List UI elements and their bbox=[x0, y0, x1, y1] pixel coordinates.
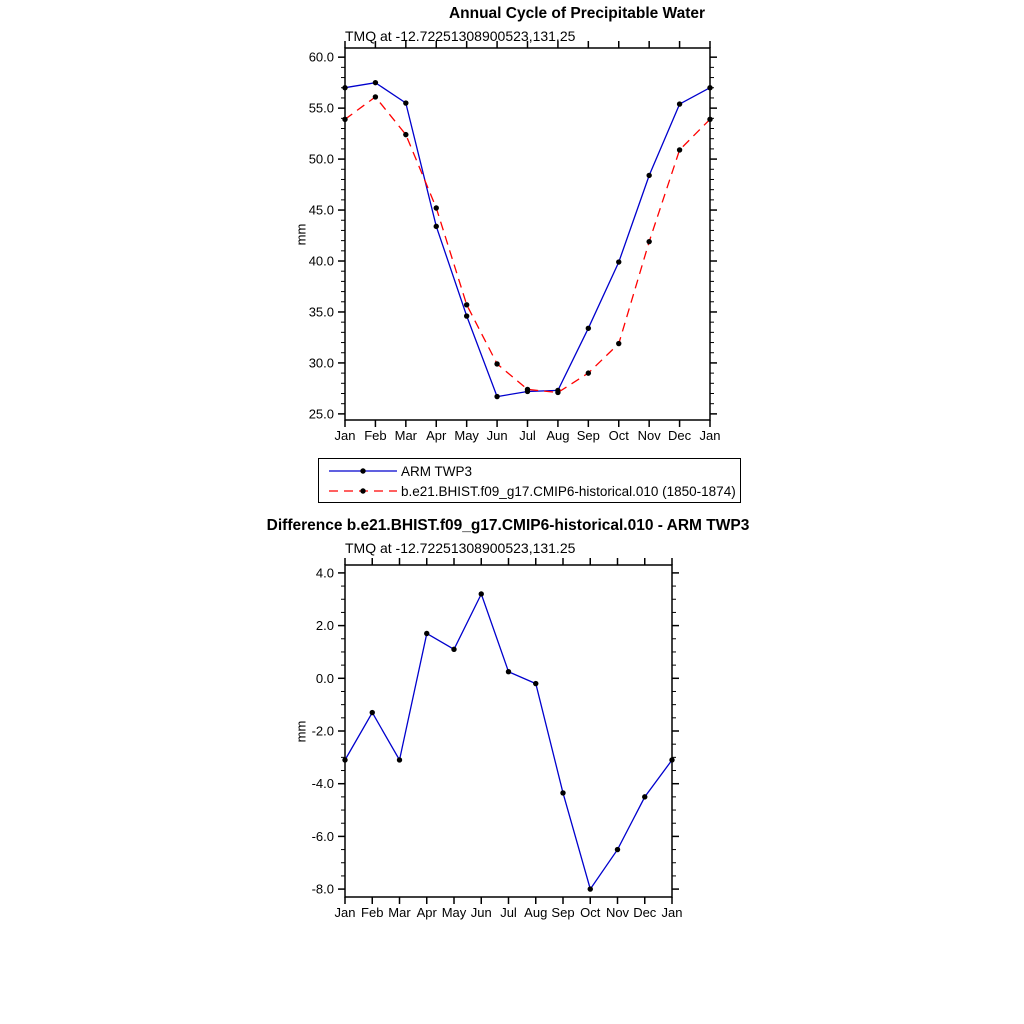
svg-text:Feb: Feb bbox=[361, 905, 384, 920]
legend-label-arm-twp3: ARM TWP3 bbox=[401, 463, 473, 479]
svg-text:35.0: 35.0 bbox=[308, 304, 334, 320]
svg-text:Jun: Jun bbox=[470, 905, 492, 920]
svg-text:Jun: Jun bbox=[486, 428, 508, 443]
bottom-chart-title: Difference b.e21.BHIST.f09_g17.CMIP6-historical.010 - ARM TWP3 bbox=[266, 517, 750, 534]
svg-text:Jan: Jan bbox=[699, 428, 721, 443]
svg-text:25.0: 25.0 bbox=[308, 406, 334, 422]
svg-text:Apr: Apr bbox=[426, 428, 447, 443]
top-y-axis-label: mm bbox=[293, 223, 309, 246]
svg-text:Mar: Mar bbox=[388, 905, 411, 920]
svg-text:Jul: Jul bbox=[519, 428, 536, 443]
svg-text:Mar: Mar bbox=[394, 428, 418, 443]
legend-line-sample-solid bbox=[327, 464, 399, 478]
svg-text:45.0: 45.0 bbox=[308, 202, 334, 218]
legend-marker-dot bbox=[360, 488, 365, 493]
svg-text:Dec: Dec bbox=[668, 428, 692, 443]
legend bbox=[318, 458, 741, 503]
svg-text:60.0: 60.0 bbox=[308, 49, 334, 65]
legend-label-model: b.e21.BHIST.f09_g17.CMIP6-historical.010 (1850-1874) bbox=[401, 483, 736, 499]
svg-text:-2.0: -2.0 bbox=[311, 723, 334, 739]
svg-text:Feb: Feb bbox=[364, 428, 387, 443]
svg-text:50.0: 50.0 bbox=[308, 151, 334, 167]
svg-text:30.0: 30.0 bbox=[308, 355, 334, 371]
svg-text:55.0: 55.0 bbox=[308, 100, 334, 116]
svg-text:-8.0: -8.0 bbox=[311, 881, 334, 897]
svg-text:Nov: Nov bbox=[637, 428, 661, 443]
legend-marker-dot bbox=[360, 468, 365, 473]
bottom-chart-subtitle: TMQ at -12.72251308900523,131.25 bbox=[345, 540, 576, 556]
svg-text:Jan: Jan bbox=[661, 905, 683, 920]
svg-text:2.0: 2.0 bbox=[315, 618, 334, 634]
svg-text:Sep: Sep bbox=[551, 905, 575, 920]
legend-line-sample-dashed bbox=[327, 484, 399, 498]
svg-text:Oct: Oct bbox=[580, 905, 601, 920]
svg-text:Apr: Apr bbox=[416, 905, 437, 920]
svg-text:4.0: 4.0 bbox=[315, 565, 334, 581]
svg-text:Jul: Jul bbox=[500, 905, 517, 920]
svg-text:Jan: Jan bbox=[334, 905, 356, 920]
difference-plot bbox=[0, 512, 1024, 972]
svg-text:40.0: 40.0 bbox=[308, 253, 334, 269]
legend-item-arm-twp3 bbox=[319, 461, 740, 481]
svg-text:0.0: 0.0 bbox=[315, 670, 334, 686]
top-chart-subtitle: TMQ at -12.72251308900523,131.25 bbox=[345, 28, 576, 44]
svg-text:Nov: Nov bbox=[605, 905, 630, 920]
bottom-y-axis-label: mm bbox=[293, 720, 309, 743]
svg-text:Oct: Oct bbox=[608, 428, 629, 443]
svg-text:May: May bbox=[441, 905, 467, 920]
svg-text:Jan: Jan bbox=[334, 428, 356, 443]
svg-text:May: May bbox=[454, 428, 479, 443]
svg-text:Sep: Sep bbox=[576, 428, 600, 443]
svg-text:-4.0: -4.0 bbox=[311, 776, 334, 792]
svg-text:Dec: Dec bbox=[633, 905, 657, 920]
svg-text:-6.0: -6.0 bbox=[311, 828, 334, 844]
svg-text:Aug: Aug bbox=[524, 905, 548, 920]
svg-text:Aug: Aug bbox=[546, 428, 570, 443]
top-chart-title: Annual Cycle of Precipitable Water bbox=[448, 5, 706, 22]
legend-item-model bbox=[319, 481, 740, 501]
